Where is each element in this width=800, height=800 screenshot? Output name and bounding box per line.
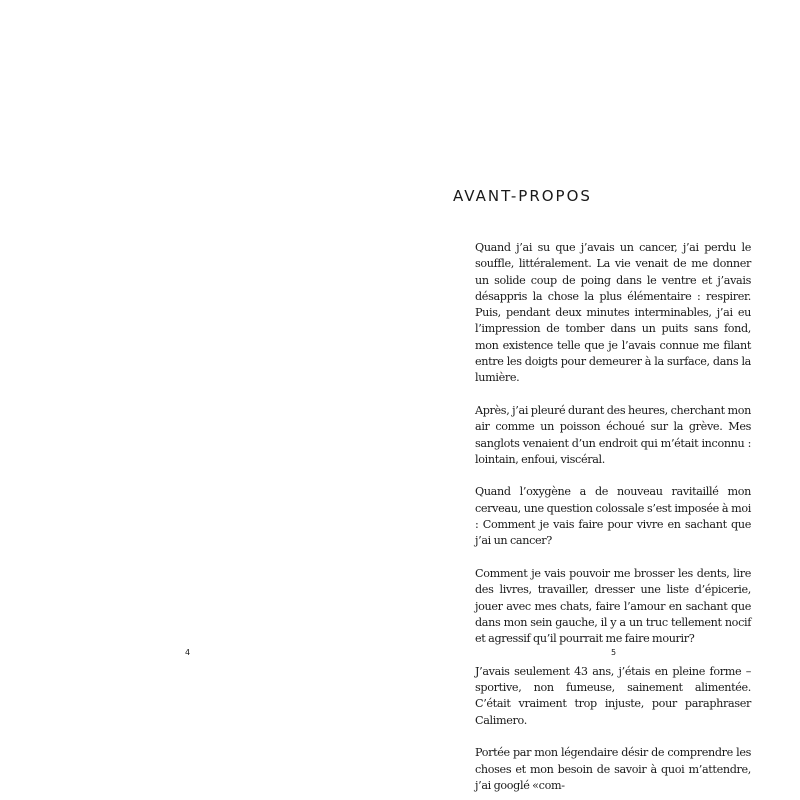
paragraph: Portée par mon légendaire désir de comprendre les choses et mon besoin de savoir à quoi m’attendre, j’ai googlé «com-: [475, 746, 751, 792]
body-text: [475, 240, 751, 794]
paragraph: Quand j’ai su que j’avais un cancer, j’ai perdu le souffle, littéralement. La vie venait de me donner un solide coup de poing dans le ventre et j’avais désappris la chose la plus élémentaire : respirer. Puis, pendant deux minutes interminables, j’ai eu l’impression de tomber dans un puits sans fond, mon existence telle que je l’avais connue me filant entre les doigts pour demeurer à la surface, dans la lumière.: [475, 241, 751, 385]
right-page: [400, 0, 800, 800]
page-number-left: 4: [185, 648, 191, 657]
chapter-title: AVANT-PROPOS: [453, 187, 592, 205]
page-number-right: 5: [611, 648, 617, 657]
paragraph: Comment je vais pouvoir me brosser les dents, lire des livres, travailler, dresser une liste d’épicerie, jouer avec mes chats, faire l’amour en sachant que dans mon sein gauche, il y a un truc tellement nocif et agressif qu’il pourrait me faire mourir?: [475, 566, 751, 646]
paragraph: Après, j’ai pleuré durant des heures, cherchant mon air comme un poisson échoué sur la grève. Mes sanglots venaient d’un endroit qui m’était inconnu : lointain, enfoui, viscéral.: [475, 403, 751, 466]
paragraph: Quand l’oxygène a de nouveau ravitaillé mon cerveau, une question colossale s’est imposée à moi : Comment je vais faire pour vivre en sachant que j’ai un cancer?: [475, 485, 751, 548]
paragraph: J’avais seulement 43 ans, j’étais en pleine forme – sportive, non fumeuse, sainement alimentée. C’était vraiment trop injuste, pour paraphraser Calimero.: [475, 664, 751, 727]
